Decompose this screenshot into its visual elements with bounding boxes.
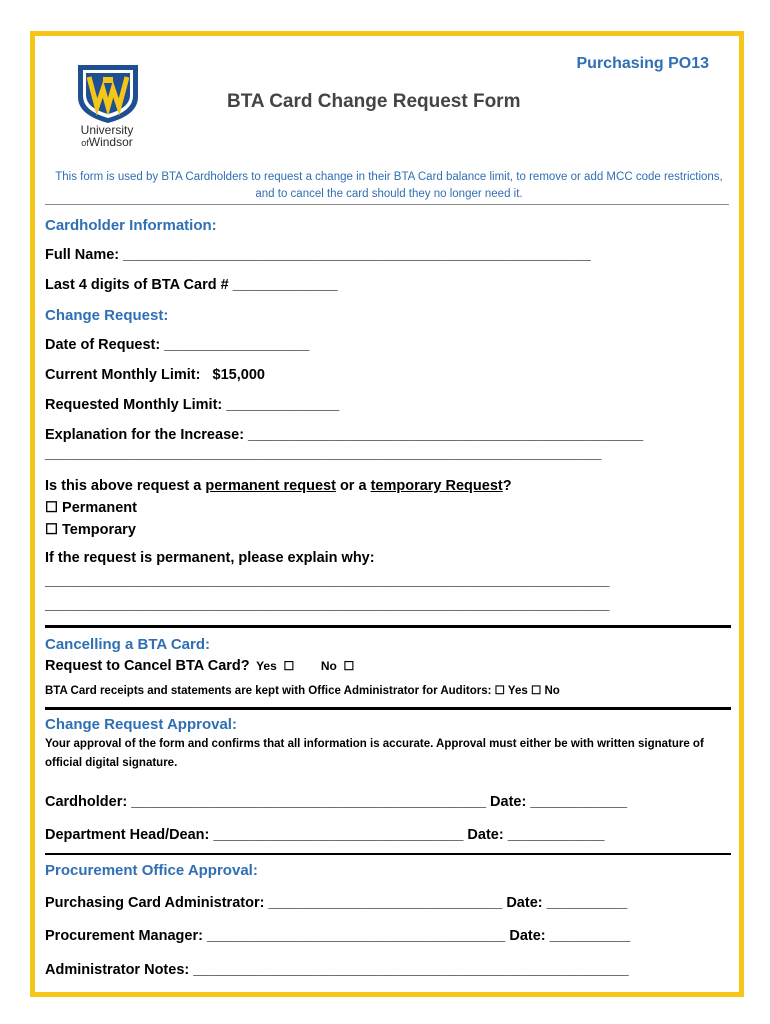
approval-heading: Change Request Approval: [45,716,237,733]
administrator-notes-field[interactable]: Administrator Notes: ______________________________________________________ [45,962,629,978]
document-code: Purchasing PO13 [576,55,709,72]
temporary-checkbox[interactable]: ☐ Temporary [45,522,136,538]
date-of-request-field[interactable]: Date of Request: __________________ [45,337,310,353]
requested-limit-field[interactable]: Requested Monthly Limit: ______________ [45,397,340,413]
divider [45,204,729,205]
permanent-temporary-question: Is this above request a permanent request or a temporary Request? [45,478,512,494]
dept-head-signature-field[interactable]: Department Head/Dean: _______________________________ Date: ____________ [45,827,605,843]
permanent-explain-line-1[interactable]: ______________________________________________________________________ [45,573,610,589]
change-request-heading: Change Request: [45,307,169,324]
form-title: BTA Card Change Request Form [227,91,521,112]
card-last4-field[interactable]: Last 4 digits of BTA Card # _____________ [45,277,338,293]
form-page [30,31,744,997]
current-limit: Current Monthly Limit: $15,000 [45,367,265,383]
manager-signature-field[interactable]: Procurement Manager: _____________________________________ Date: __________ [45,928,631,944]
receipts-kept-row[interactable]: BTA Card receipts and statements are kept with Office Administrator for Auditors: ☐ Yes ☐ No [45,685,560,697]
permanent-explain-line-2[interactable]: ______________________________________________________________________ [45,597,610,613]
university-shield-logo [73,63,143,125]
explanation-line-2[interactable]: _____________________________________________________________________ [45,446,602,462]
section-divider [45,625,731,628]
full-name-field[interactable]: Full Name: __________________________________________________________ [45,247,591,263]
intro-text: This form is used by BTA Cardholders to request a change in their BTA Card balance limit, to remove or add MCC code restrictions, and to cancel the card should they no longer need it. [55,171,723,200]
explanation-field[interactable]: Explanation for the Increase: _________________________________________________ [45,427,644,443]
pca-signature-field[interactable]: Purchasing Card Administrator: _____________________________ Date: __________ [45,895,628,911]
cardholder-heading: Cardholder Information: [45,217,217,234]
approval-note: Your approval of the form and confirms that all information is accurate. Approval must either be with written signature of official digital signature. [45,738,704,769]
university-wordmark: University ofWindsor [80,123,134,149]
cancel-yes-checkbox[interactable]: Yes ☐ [256,659,295,673]
cancel-request-row: Request to Cancel BTA Card? Yes ☐ No ☐ [45,658,355,674]
permanent-explain-label: If the request is permanent, please explain why: [45,550,375,566]
cardholder-signature-field[interactable]: Cardholder: ____________________________________________ Date: ____________ [45,794,628,810]
section-divider [45,853,731,855]
section-divider [45,707,731,710]
procurement-heading: Procurement Office Approval: [45,862,258,879]
cancel-no-checkbox[interactable]: No ☐ [320,659,355,673]
cancelling-heading: Cancelling a BTA Card: [45,636,211,653]
permanent-checkbox[interactable]: ☐ Permanent [45,500,137,516]
